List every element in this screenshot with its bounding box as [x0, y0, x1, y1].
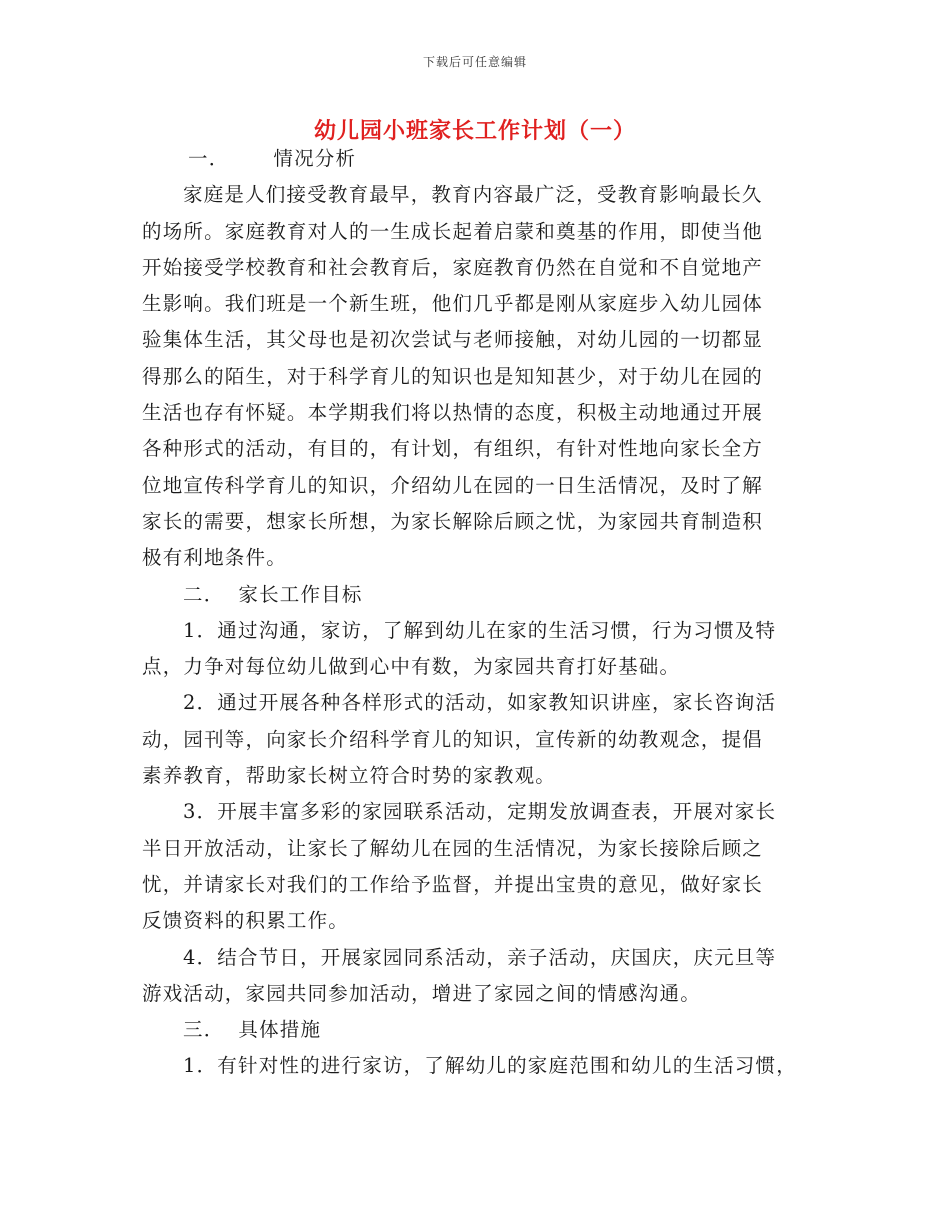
text-line: 得那么的陌生，对于科学育儿的知识也是知知甚少，对于幼儿在园的 — [142, 364, 764, 388]
paragraph-measure-1 — [142, 1048, 812, 1084]
text-line: 反馈资料的积累工作。 — [142, 909, 350, 933]
text-line: 各种形式的活动，有目的，有计划，有组织，有针对性地向家长全方 — [142, 437, 764, 461]
text-line: 生影响。我们班是一个新生班，他们几乎都是刚从家庭步入幼儿园体 — [142, 292, 764, 316]
page-header-note: 下载后可任意编辑 — [422, 55, 527, 69]
text-line: 点，力争对每位幼儿做到心中有数，为家园共育打好基础。 — [142, 655, 681, 679]
text-line: 极有利地条件。 — [142, 546, 287, 570]
text-line: 家长的需要，想家长所想，为家长解除后顾之忧，为家园共育制造积 — [142, 509, 764, 533]
text-line: 3．开展丰富多彩的家园联系活动，定期发放调查表，开展对家长 — [183, 800, 777, 824]
text-line: 1．通过沟通，家访，了解到幼儿在家的生活习惯，行为习惯及特 — [183, 618, 777, 642]
paragraph-goal-4 — [142, 940, 812, 1013]
section-number: 三． — [183, 1018, 225, 1042]
text-line: 忧，并请家长对我们的工作给予监督，并提出宝贵的意见，做好家长 — [142, 872, 764, 896]
text-line: 4．结合节日，开展家园同系活动，亲子活动，庆国庆，庆元旦等 — [183, 945, 777, 969]
document-body — [142, 141, 812, 1085]
section-number: 一． — [188, 147, 230, 170]
document-title: 幼儿园小班家长工作计划（一） — [313, 118, 636, 144]
text-line: 动，园刊等，向家长介绍科学育儿的知识，宣传新的幼教观念，提倡 — [142, 727, 764, 751]
section-heading-2 — [142, 577, 812, 613]
text-line: 游戏活动，家园共同参加活动，增进了家园之间的情感沟通。 — [142, 981, 701, 1005]
text-line: 2．通过开展各种各样形式的活动，如家教知识讲座，家长咨询活 — [183, 691, 777, 715]
paragraph-goal-3 — [142, 794, 812, 939]
section-title: 具体措施 — [238, 1018, 322, 1042]
text-line: 的场所。家庭教育对人的一生成长起着启蒙和奠基的作用，即使当他 — [142, 219, 764, 243]
text-line: 位地宣传科学育儿的知识，介绍幼儿在园的一日生活情况，及时了解 — [142, 473, 764, 497]
paragraph-situation-analysis — [142, 177, 812, 576]
paragraph-goal-1 — [142, 613, 812, 686]
section-heading-3 — [142, 1012, 812, 1048]
text-line: 半日开放活动，让家长了解幼儿在园的生活情况，为家长接除后顾之 — [142, 836, 764, 860]
paragraph-goal-2 — [142, 685, 812, 794]
text-line: 1．有针对性的进行家访，了解幼儿的家庭范围和幼儿的生活习惯， — [183, 1054, 797, 1078]
text-line: 开始接受学校教育和社会教育后，家庭教育仍然在自觉和不自觉地产 — [142, 255, 764, 279]
text-line: 验集体生活，其父母也是初次尝试与老师接触，对幼儿园的一切都显 — [142, 328, 764, 352]
text-line: 家庭是人们接受教育最早，教育内容最广泛，受教育影响最长久 — [183, 183, 763, 207]
section-title: 情况分析 — [273, 147, 357, 170]
section-number: 二． — [183, 582, 225, 606]
section-heading-1 — [142, 141, 812, 177]
text-line: 生活也存有怀疑。本学期我们将以热情的态度，积极主动地通过开展 — [142, 401, 764, 425]
text-line: 素养教育，帮助家长树立符合时势的家教观。 — [142, 764, 557, 788]
section-title: 家长工作目标 — [238, 582, 363, 606]
